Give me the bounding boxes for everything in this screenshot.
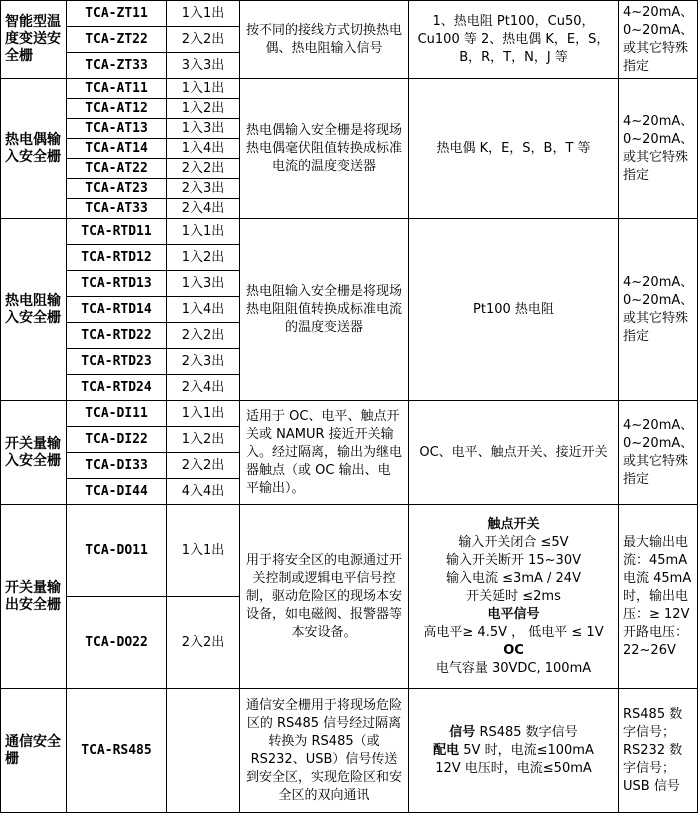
model-cell: TCA-RTD23 bbox=[67, 349, 167, 375]
description-cell: 通信安全栅用于将现场危险区的 RS485 信号经过隔离转换为 RS485（或 RS232、USB）信号传送到安全区，实现危险区和安全区的双向通讯 bbox=[240, 689, 409, 813]
model-cell: TCA-DI44 bbox=[67, 479, 167, 505]
contact-line: 开关延时 ≤2ms bbox=[466, 588, 561, 604]
table-row bbox=[1, 79, 698, 99]
output-cell: 最大输出电流：45mA 电流 45mA 时，输出电压：≥ 12V 开路电压：22~26V bbox=[619, 505, 698, 689]
model-cell: TCA-ZT22 bbox=[67, 27, 167, 53]
output-cell: RS485 数字信号；RS232 数字信号；USB 信号 bbox=[619, 689, 698, 813]
io-cell: 2入2出 bbox=[167, 323, 240, 349]
contact-line: 输入开关断开 15~30V bbox=[445, 552, 581, 568]
description-cell: 用于将安全区的电源通过开关控制或逻辑电平信号控制，驱动危险区的现场本安设备，如电磁阀、报警器等本安设备。 bbox=[240, 505, 409, 689]
model-cell: TCA-AT13 bbox=[67, 119, 167, 139]
output-cell: 4~20mA、0~20mA、或其它特殊指定 bbox=[619, 79, 698, 219]
table-row bbox=[1, 219, 698, 245]
category-cell: 通信安全栅 bbox=[1, 689, 67, 813]
contact-title: 触点开关 bbox=[487, 516, 540, 532]
category-cell: 热电偶输入安全栅 bbox=[1, 79, 67, 219]
model-cell: TCA-RTD11 bbox=[67, 219, 167, 245]
category-cell: 热电阻输入安全栅 bbox=[1, 219, 67, 401]
io-cell: 2入4出 bbox=[167, 375, 240, 401]
input-cell: Pt100 热电阻 bbox=[409, 219, 619, 401]
model-cell: TCA-ZT33 bbox=[67, 53, 167, 79]
io-cell bbox=[167, 689, 240, 813]
io-cell: 2入4出 bbox=[167, 199, 240, 219]
model-cell: TCA-AT11 bbox=[67, 79, 167, 99]
model-cell: TCA-RTD12 bbox=[67, 245, 167, 271]
io-cell: 3入3出 bbox=[167, 53, 240, 79]
model-cell: TCA-DI11 bbox=[67, 401, 167, 427]
signal-label: 信号 bbox=[449, 724, 476, 740]
io-cell: 1入1出 bbox=[167, 1, 240, 27]
input-cell: OC、电平、触点开关、接近开关 bbox=[409, 401, 619, 505]
category-cell: 开关量输入安全栅 bbox=[1, 401, 67, 505]
io-cell: 1入3出 bbox=[167, 271, 240, 297]
power-label: 配电 bbox=[433, 742, 460, 758]
category-cell: 开关量输出安全栅 bbox=[1, 505, 67, 689]
io-cell: 1入2出 bbox=[167, 427, 240, 453]
input-cell bbox=[409, 689, 619, 813]
model-cell: TCA-RTD14 bbox=[67, 297, 167, 323]
model-cell: TCA-DO22 bbox=[67, 597, 167, 689]
model-cell: TCA-RTD22 bbox=[67, 323, 167, 349]
table-row bbox=[1, 401, 698, 427]
signal-text: RS485 数字信号 bbox=[475, 724, 578, 740]
model-cell: TCA-RTD24 bbox=[67, 375, 167, 401]
model-cell: TCA-RS485 bbox=[67, 689, 167, 813]
contact-line: 输入电流 ≤3mA / 24V bbox=[446, 570, 581, 586]
io-cell: 2入2出 bbox=[167, 453, 240, 479]
io-cell: 2入3出 bbox=[167, 349, 240, 375]
output-cell: 4~20mA、0~20mA、或其它特殊指定 bbox=[619, 401, 698, 505]
table-row bbox=[1, 505, 698, 597]
model-cell: TCA-DO11 bbox=[67, 505, 167, 597]
model-cell: TCA-DI22 bbox=[67, 427, 167, 453]
table-row bbox=[1, 689, 698, 813]
level-title: 电平信号 bbox=[487, 606, 540, 622]
io-cell: 1入1出 bbox=[167, 79, 240, 99]
level-text: 高电平≥ 4.5V ， 低电平 ≤ 1V bbox=[423, 624, 604, 640]
model-cell: TCA-DI33 bbox=[67, 453, 167, 479]
input-cell bbox=[409, 505, 619, 689]
input-cell: 热电偶 K，E，S，B，T 等 bbox=[409, 79, 619, 219]
oc-text: 电气容量 30VDC, 100mA bbox=[435, 660, 592, 676]
io-cell: 2入2出 bbox=[167, 159, 240, 179]
io-cell: 2入2出 bbox=[167, 597, 240, 689]
input-cell: 1、热电阻 Pt100，Cu50，Cu100 等 2、热电偶 K，E，S，B，R，T，N，J 等 bbox=[409, 1, 619, 79]
description-cell: 热电阻输入安全栅是将现场热电阻阻值转换成标准电流的温度变送器 bbox=[240, 219, 409, 401]
output-cell: 4~20mA、0~20mA、或其它特殊指定 bbox=[619, 219, 698, 401]
io-cell: 1入4出 bbox=[167, 139, 240, 159]
io-cell: 4入4出 bbox=[167, 479, 240, 505]
io-cell: 1入1出 bbox=[167, 505, 240, 597]
model-cell: TCA-AT12 bbox=[67, 99, 167, 119]
oc-title: OC bbox=[503, 642, 524, 658]
table-row bbox=[1, 1, 698, 27]
model-cell: TCA-AT23 bbox=[67, 179, 167, 199]
io-cell: 2入2出 bbox=[167, 27, 240, 53]
model-cell: TCA-AT33 bbox=[67, 199, 167, 219]
io-cell: 1入4出 bbox=[167, 297, 240, 323]
description-cell: 热电偶输入安全栅是将现场热电偶毫伏阻值转换成标准电流的温度变送器 bbox=[240, 79, 409, 219]
io-cell: 1入2出 bbox=[167, 245, 240, 271]
category-cell: 智能型温度变送安全栅 bbox=[1, 1, 67, 79]
model-cell: TCA-AT22 bbox=[67, 159, 167, 179]
model-cell: TCA-RTD13 bbox=[67, 271, 167, 297]
model-cell: TCA-ZT11 bbox=[67, 1, 167, 27]
power-text-2: 12V 电压时，电流≤50mA bbox=[435, 760, 592, 776]
io-cell: 1入1出 bbox=[167, 401, 240, 427]
description-cell: 适用于 OC、电平、触点开关或 NAMUR 接近开关输入。经过隔离，输出为继电器触点（或 OC 输出、电平输出）。 bbox=[240, 401, 409, 505]
description-cell: 按不同的接线方式切换热电偶、热电阻输入信号 bbox=[240, 1, 409, 79]
model-cell: TCA-AT14 bbox=[67, 139, 167, 159]
io-cell: 1入1出 bbox=[167, 219, 240, 245]
contact-line: 输入开关闭合 ≤5V bbox=[458, 534, 569, 550]
power-text: 5V 时，电流≤100mA bbox=[459, 742, 594, 758]
io-cell: 1入2出 bbox=[167, 99, 240, 119]
output-cell: 4~20mA、0~20mA、或其它特殊指定 bbox=[619, 1, 698, 79]
io-cell: 2入3出 bbox=[167, 179, 240, 199]
io-cell: 1入3出 bbox=[167, 119, 240, 139]
